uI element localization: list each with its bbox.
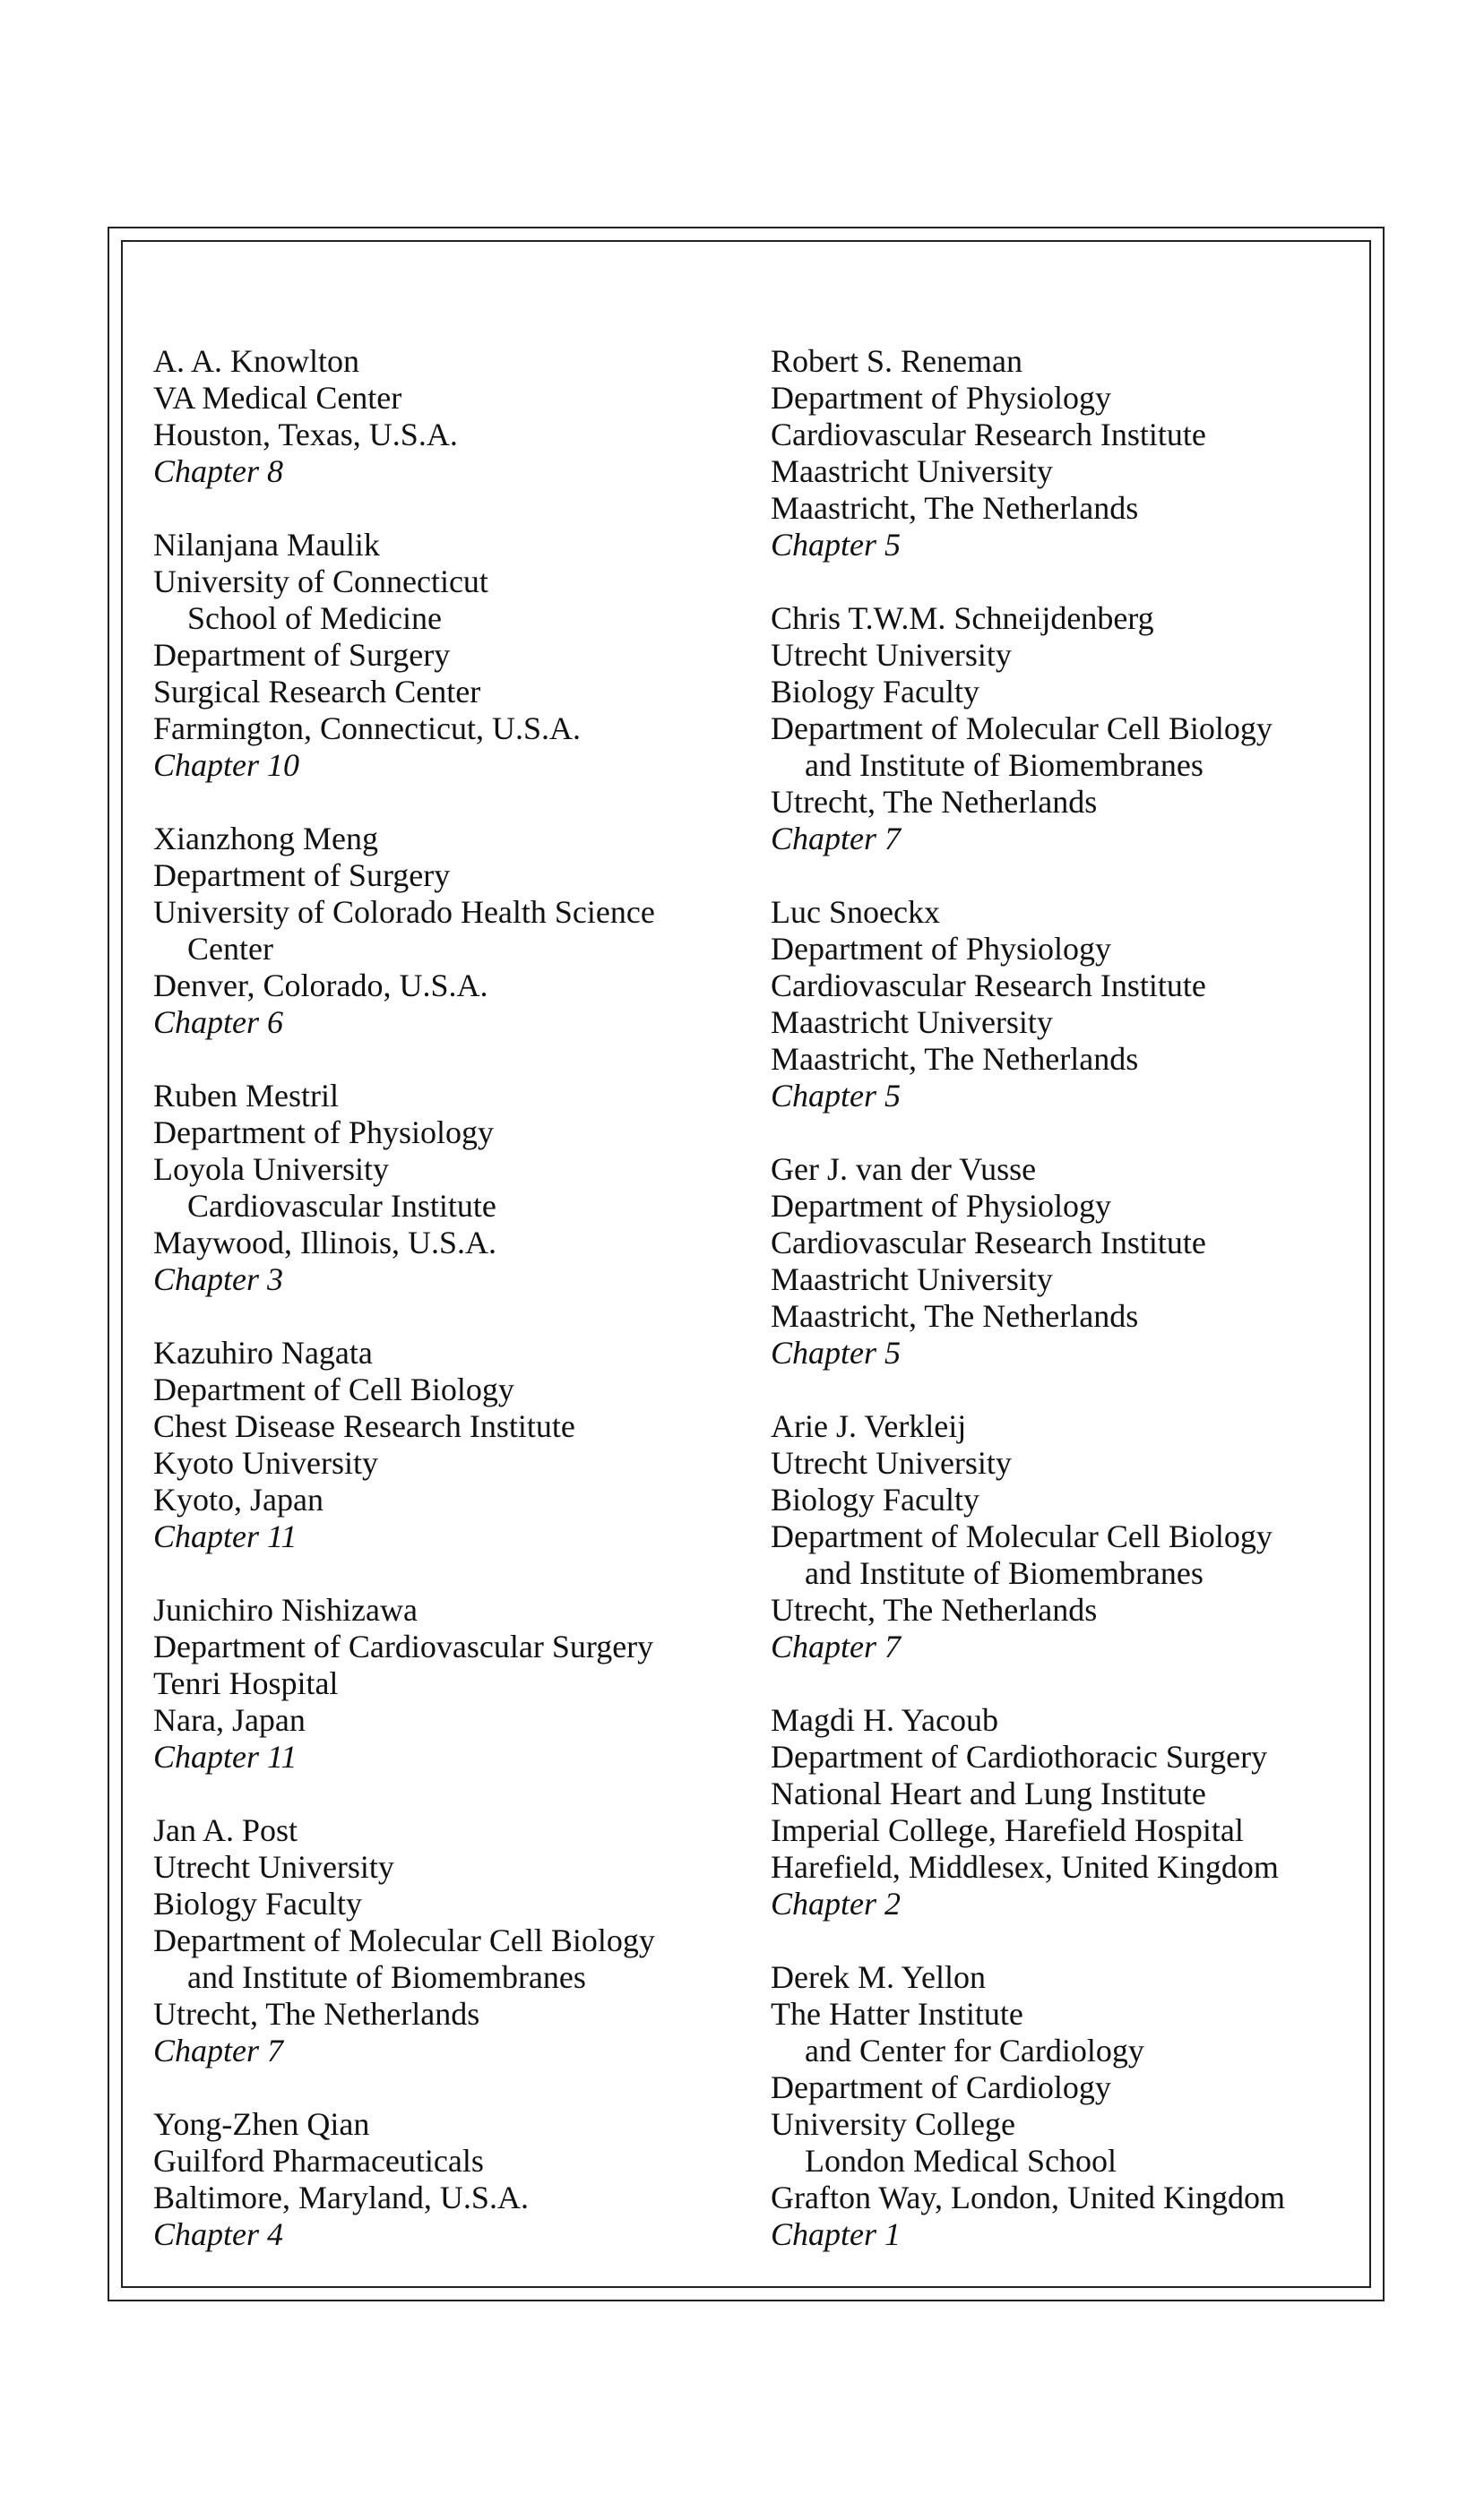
- affiliation-line: Kyoto, Japan: [153, 1482, 324, 1518]
- contributor-name: Luc Snoeckx: [771, 894, 940, 930]
- affiliation-line: Department of Cardiothoracic Surgery: [771, 1739, 1268, 1775]
- contributor-entry: [153, 821, 745, 1041]
- affiliation-line: University of Connecticut: [153, 563, 488, 599]
- contributor-entry: [153, 1812, 745, 2069]
- affiliation-line: Chest Disease Research Institute: [153, 1408, 575, 1444]
- chapter-reference: Chapter 7: [153, 2033, 284, 2068]
- affiliation-line: Department of Physiology: [771, 931, 1111, 967]
- affiliation-line: Utrecht, The Netherlands: [771, 784, 1098, 820]
- affiliation-line: Biology Faculty: [771, 674, 979, 710]
- affiliation-line: Department of Surgery: [153, 637, 451, 673]
- affiliation-line: Maywood, Illinois, U.S.A.: [153, 1225, 497, 1260]
- chapter-reference: Chapter 5: [771, 527, 902, 563]
- chapter-reference: Chapter 11: [153, 1518, 298, 1554]
- affiliation-line: Department of Molecular Cell Biology: [153, 1922, 655, 1958]
- affiliation-line: University College: [771, 2106, 1015, 2142]
- contributor-name: Kazuhiro Nagata: [153, 1335, 373, 1371]
- affiliation-line: and Institute of Biomembranes: [187, 1959, 586, 1995]
- contributor-entry: [771, 1702, 1371, 1922]
- affiliation-line: Maastricht University: [771, 1004, 1053, 1040]
- contributor-entry: [771, 1959, 1371, 2253]
- contributor-name: Ger J. van der Vusse: [771, 1151, 1037, 1187]
- affiliation-line: Cardiovascular Research Institute: [771, 1225, 1206, 1260]
- contributor-entry: [771, 600, 1371, 857]
- affiliation-line: Maastricht University: [771, 453, 1053, 489]
- affiliation-line: Utrecht, The Netherlands: [771, 1592, 1098, 1628]
- affiliation-line: Department of Molecular Cell Biology: [771, 1518, 1273, 1554]
- contributor-entry: [153, 527, 745, 784]
- contributor-entry: [153, 2106, 745, 2253]
- affiliation-line: Imperial College, Harefield Hospital: [771, 1812, 1244, 1848]
- affiliation-line: The Hatter Institute: [771, 1996, 1023, 2032]
- affiliation-line: Loyola University: [153, 1151, 389, 1187]
- contributor-name: Magdi H. Yacoub: [771, 1702, 999, 1738]
- contributors-left-column: [153, 343, 745, 2290]
- chapter-reference: Chapter 2: [771, 1886, 902, 1922]
- affiliation-line: Nara, Japan: [153, 1702, 306, 1738]
- affiliation-line: Department of Surgery: [153, 857, 451, 893]
- chapter-reference: Chapter 5: [771, 1335, 902, 1371]
- affiliation-line: Center: [187, 931, 273, 967]
- chapter-reference: Chapter 7: [771, 821, 902, 856]
- affiliation-line: National Heart and Lung Institute: [771, 1776, 1206, 1811]
- contributor-name: Ruben Mestril: [153, 1078, 339, 1114]
- affiliation-line: Utrecht University: [153, 1849, 394, 1885]
- contributor-entry: [153, 1592, 745, 1776]
- chapter-reference: Chapter 1: [771, 2216, 902, 2252]
- affiliation-line: Cardiovascular Institute: [187, 1188, 496, 1224]
- affiliation-line: Harefield, Middlesex, United Kingdom: [771, 1849, 1279, 1885]
- affiliation-line: University of Colorado Health Science: [153, 894, 655, 930]
- contributor-name: Arie J. Verkleij: [771, 1408, 967, 1444]
- affiliation-line: Department of Cell Biology: [153, 1372, 514, 1407]
- contributor-name: Robert S. Reneman: [771, 343, 1022, 379]
- affiliation-line: School of Medicine: [187, 600, 442, 636]
- affiliation-line: Department of Physiology: [153, 1114, 494, 1150]
- contributor-name: Derek M. Yellon: [771, 1959, 986, 1995]
- contributor-entry: [771, 1408, 1371, 1665]
- chapter-reference: Chapter 8: [153, 453, 284, 489]
- affiliation-line: Utrecht University: [771, 1445, 1012, 1481]
- affiliation-line: Kyoto University: [153, 1445, 378, 1481]
- affiliation-line: Utrecht University: [771, 637, 1012, 673]
- affiliation-line: Tenri Hospital: [153, 1665, 339, 1701]
- affiliation-line: Maastricht, The Netherlands: [771, 1298, 1139, 1334]
- affiliation-line: Maastricht, The Netherlands: [771, 1041, 1139, 1077]
- contributor-name: Junichiro Nishizawa: [153, 1592, 418, 1628]
- affiliation-line: Surgical Research Center: [153, 674, 481, 710]
- affiliation-line: Cardiovascular Research Institute: [771, 968, 1206, 1003]
- affiliation-line: Cardiovascular Research Institute: [771, 417, 1206, 452]
- affiliation-line: Farmington, Connecticut, U.S.A.: [153, 710, 581, 746]
- affiliation-line: VA Medical Center: [153, 380, 402, 416]
- contributor-entry: [153, 343, 745, 490]
- affiliation-line: Department of Physiology: [771, 380, 1111, 416]
- affiliation-line: Houston, Texas, U.S.A.: [153, 417, 458, 452]
- affiliation-line: Utrecht, The Netherlands: [153, 1996, 480, 2032]
- contributor-name: Jan A. Post: [153, 1812, 298, 1848]
- affiliation-line: Maastricht University: [771, 1261, 1053, 1297]
- chapter-reference: Chapter 5: [771, 1078, 902, 1114]
- contributor-entry: [153, 1078, 745, 1298]
- chapter-reference: Chapter 4: [153, 2216, 284, 2252]
- chapter-reference: Chapter 6: [153, 1004, 284, 1040]
- chapter-reference: Chapter 3: [153, 1261, 284, 1297]
- affiliation-line: Denver, Colorado, U.S.A.: [153, 968, 488, 1003]
- affiliation-line: Biology Faculty: [771, 1482, 979, 1518]
- affiliation-line: and Center for Cardiology: [805, 2033, 1144, 2068]
- chapter-reference: Chapter 11: [153, 1739, 298, 1775]
- affiliation-line: Guilford Pharmaceuticals: [153, 2143, 484, 2179]
- affiliation-line: Department of Molecular Cell Biology: [771, 710, 1273, 746]
- affiliation-line: Department of Cardiology: [771, 2069, 1111, 2105]
- contributor-name: Yong-Zhen Qian: [153, 2106, 370, 2142]
- contributors-right-column: [771, 343, 1371, 2290]
- contributor-name: A. A. Knowlton: [153, 343, 360, 379]
- affiliation-line: Maastricht, The Netherlands: [771, 490, 1139, 526]
- contributor-name: Xianzhong Meng: [153, 821, 378, 856]
- chapter-reference: Chapter 10: [153, 747, 300, 783]
- affiliation-line: Department of Cardiovascular Surgery: [153, 1629, 654, 1664]
- affiliation-line: Grafton Way, London, United Kingdom: [771, 2180, 1286, 2215]
- contributor-entry: [153, 1335, 745, 1555]
- affiliation-line: Biology Faculty: [153, 1886, 362, 1922]
- contributor-entry: [771, 1151, 1371, 1372]
- chapter-reference: Chapter 7: [771, 1629, 902, 1664]
- contributor-entry: [771, 343, 1371, 563]
- affiliation-line: and Institute of Biomembranes: [805, 747, 1204, 783]
- contributor-entry: [771, 894, 1371, 1114]
- affiliation-line: Baltimore, Maryland, U.S.A.: [153, 2180, 529, 2215]
- affiliation-line: London Medical School: [805, 2143, 1117, 2179]
- affiliation-line: Department of Physiology: [771, 1188, 1111, 1224]
- affiliation-line: and Institute of Biomembranes: [805, 1555, 1204, 1591]
- contributor-name: Nilanjana Maulik: [153, 527, 380, 563]
- contributor-name: Chris T.W.M. Schneijdenberg: [771, 600, 1154, 636]
